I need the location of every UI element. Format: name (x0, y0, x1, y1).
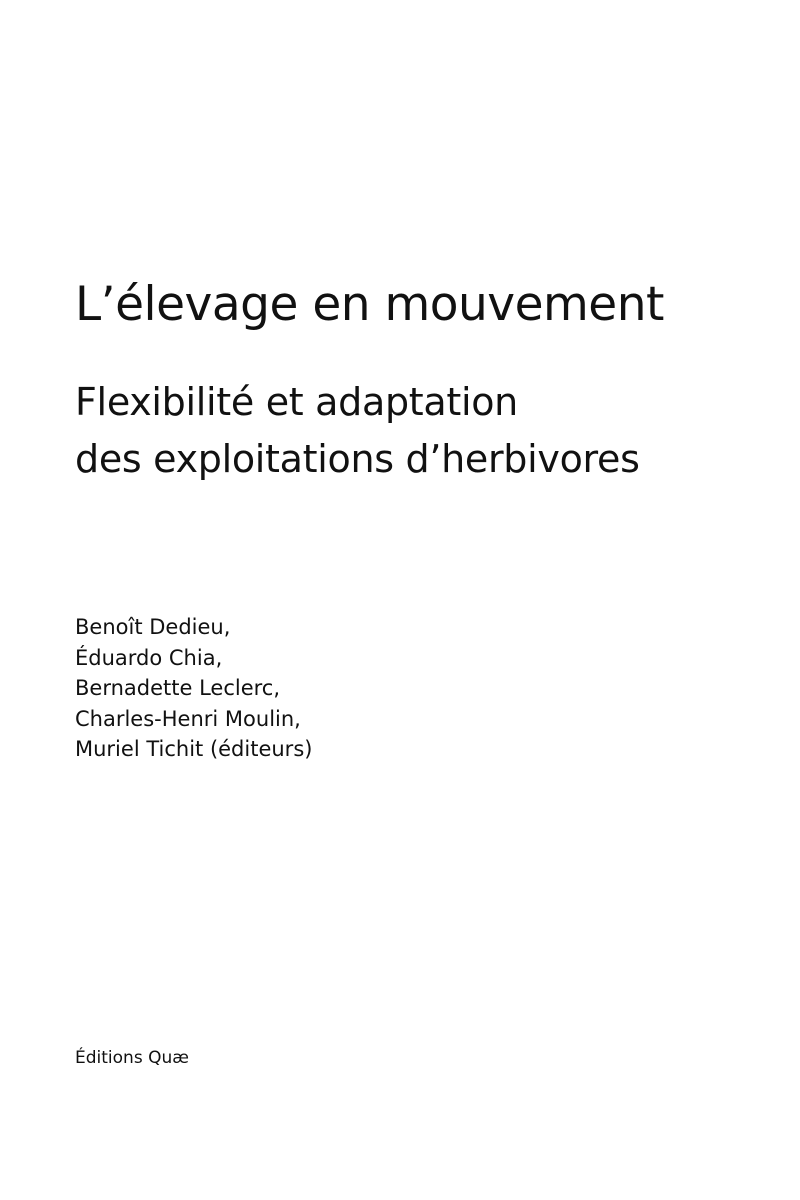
book-title: L’élevage en mouvement (75, 277, 664, 332)
subtitle-line-2: des exploitations d’herbivores (75, 437, 640, 481)
author-list (75, 612, 312, 765)
author-name: Éduardo Chia, (75, 645, 223, 670)
author-name: Charles-Henri Moulin, (75, 706, 301, 731)
subtitle-line-1: Flexibilité et adaptation (75, 380, 518, 424)
author-name: Bernadette Leclerc, (75, 676, 281, 700)
book-subtitle (75, 374, 640, 488)
author-name: Muriel Tichit (éditeurs) (75, 737, 313, 761)
author-name: Benoît Dedieu, (75, 615, 231, 639)
publisher-name: Éditions Quæ (75, 1048, 189, 1068)
